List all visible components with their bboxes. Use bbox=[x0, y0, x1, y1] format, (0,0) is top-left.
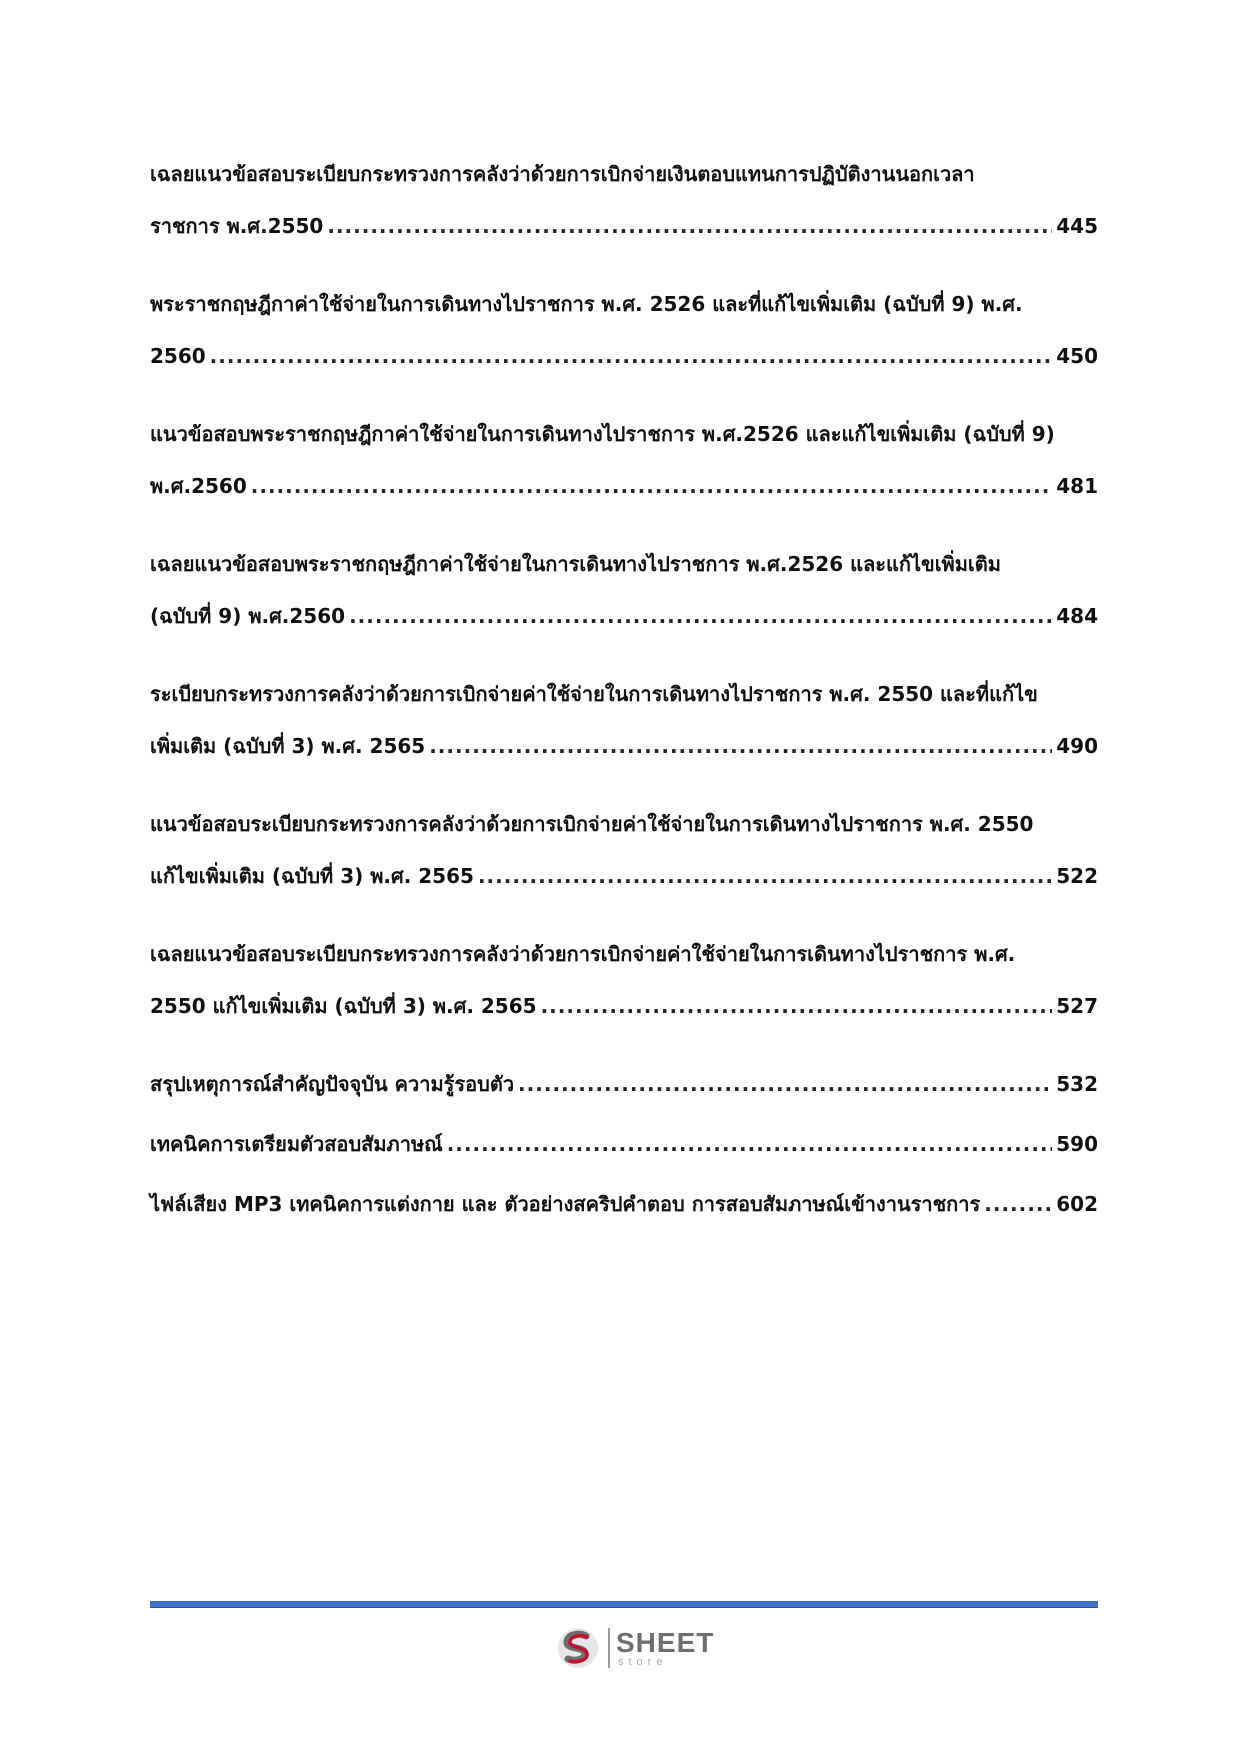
toc-entry-title-cont: 2550 แก้ไขเพิ่มเติม (ฉบับที่ 3) พ.ศ. 2565 bbox=[150, 994, 537, 1018]
toc-entry[interactable] bbox=[150, 278, 1098, 382]
toc-entry[interactable] bbox=[150, 1118, 1098, 1170]
toc-entry-title: ไฟล์เสียง MP3 เทคนิคการแต่งกาย และ ตัวอย่างสคริปคำตอบ การสอบสัมภาษณ์เข้างานราชการ bbox=[150, 1192, 981, 1216]
toc-page-number: 484 bbox=[1056, 604, 1098, 628]
toc-entry-title: พระราชกฤษฎีกาค่าใช้จ่ายในการเดินทางไปราชการ พ.ศ. 2526 และที่แก้ไขเพิ่มเติม (ฉบับที่ 9) พ.ศ. bbox=[150, 292, 1023, 316]
dot-leader bbox=[478, 850, 1052, 902]
toc-entry[interactable] bbox=[150, 1058, 1098, 1110]
toc-page-number: 532 bbox=[1056, 1072, 1098, 1096]
toc-entry-title: แนวข้อสอบระเบียบกระทรวงการคลังว่าด้วยการเบิกจ่ายค่าใช้จ่ายในการเดินทางไปราชการ พ.ศ. 2550 bbox=[150, 812, 1034, 836]
toc-entry-title: เฉลยแนวข้อสอบพระราชกฤษฎีกาค่าใช้จ่ายในการเดินทางไปราชการ พ.ศ.2526 และแก้ไขเพิ่มเติม bbox=[150, 552, 1001, 576]
toc-entry-title-cont: (ฉบับที่ 9) พ.ศ.2560 bbox=[150, 604, 346, 628]
toc-page-number: 590 bbox=[1056, 1132, 1098, 1156]
toc-page-number: 445 bbox=[1056, 214, 1098, 238]
toc-entry[interactable] bbox=[150, 1178, 1098, 1230]
logo-wordmark: SHEET bbox=[616, 1626, 715, 1658]
dot-leader bbox=[429, 720, 1052, 772]
toc-page-number: 490 bbox=[1056, 734, 1098, 758]
toc-entry-title-cont: 2560 bbox=[150, 344, 206, 368]
dot-leader bbox=[251, 460, 1053, 512]
dot-leader bbox=[327, 200, 1052, 252]
dot-leader bbox=[447, 1118, 1053, 1170]
toc-entry-title-cont: พ.ศ.2560 bbox=[150, 474, 247, 498]
dot-leader bbox=[541, 980, 1053, 1032]
toc-entry[interactable] bbox=[150, 798, 1098, 902]
toc-entry-title: แนวข้อสอบพระราชกฤษฎีกาค่าใช้จ่ายในการเดินทางไปราชการ พ.ศ.2526 และแก้ไขเพิ่มเติม (ฉบับที่ 9) bbox=[150, 422, 1055, 446]
toc-page-number: 522 bbox=[1056, 864, 1098, 888]
footer-rule bbox=[150, 1601, 1098, 1608]
table-of-contents bbox=[150, 148, 1098, 1238]
logo-divider bbox=[608, 1628, 610, 1668]
sheet-store-logo bbox=[556, 1622, 714, 1674]
toc-entry[interactable] bbox=[150, 538, 1098, 642]
dot-leader bbox=[984, 1178, 1052, 1230]
dot-leader bbox=[518, 1058, 1052, 1110]
toc-entry-title: เฉลยแนวข้อสอบระเบียบกระทรวงการคลังว่าด้วยการเบิกจ่ายเงินตอบแทนการปฏิบัติงานนอกเวลา bbox=[150, 162, 975, 186]
toc-entry-title-cont: เพิ่มเติม (ฉบับที่ 3) พ.ศ. 2565 bbox=[150, 734, 426, 758]
sheet-store-logo-icon bbox=[556, 1626, 600, 1670]
toc-page-number: 527 bbox=[1056, 994, 1098, 1018]
toc-page-number: 602 bbox=[1056, 1192, 1098, 1216]
toc-entry-title: เทคนิคการเตรียมตัวสอบสัมภาษณ์ bbox=[150, 1132, 443, 1156]
toc-entry-title: สรุปเหตุการณ์สำคัญปัจจุบัน ความรู้รอบตัว bbox=[150, 1072, 515, 1096]
toc-entry-title-cont: แก้ไขเพิ่มเติม (ฉบับที่ 3) พ.ศ. 2565 bbox=[150, 864, 474, 888]
toc-page-number: 450 bbox=[1056, 344, 1098, 368]
toc-entry[interactable] bbox=[150, 148, 1098, 252]
toc-page-number: 481 bbox=[1056, 474, 1098, 498]
toc-entry[interactable] bbox=[150, 408, 1098, 512]
toc-entry[interactable] bbox=[150, 928, 1098, 1032]
toc-entry-title: ระเบียบกระทรวงการคลังว่าด้วยการเบิกจ่ายค่าใช้จ่ายในการเดินทางไปราชการ พ.ศ. 2550 และที่แก้ไข bbox=[150, 682, 1038, 706]
toc-entry[interactable] bbox=[150, 668, 1098, 772]
toc-entry-title-cont: ราชการ พ.ศ.2550 bbox=[150, 214, 324, 238]
toc-entry-title: เฉลยแนวข้อสอบระเบียบกระทรวงการคลังว่าด้วยการเบิกจ่ายค่าใช้จ่ายในการเดินทางไปราชการ พ.ศ. bbox=[150, 942, 1016, 966]
dot-leader bbox=[349, 590, 1052, 642]
logo-subtitle: store bbox=[618, 1655, 668, 1668]
dot-leader bbox=[210, 330, 1053, 382]
